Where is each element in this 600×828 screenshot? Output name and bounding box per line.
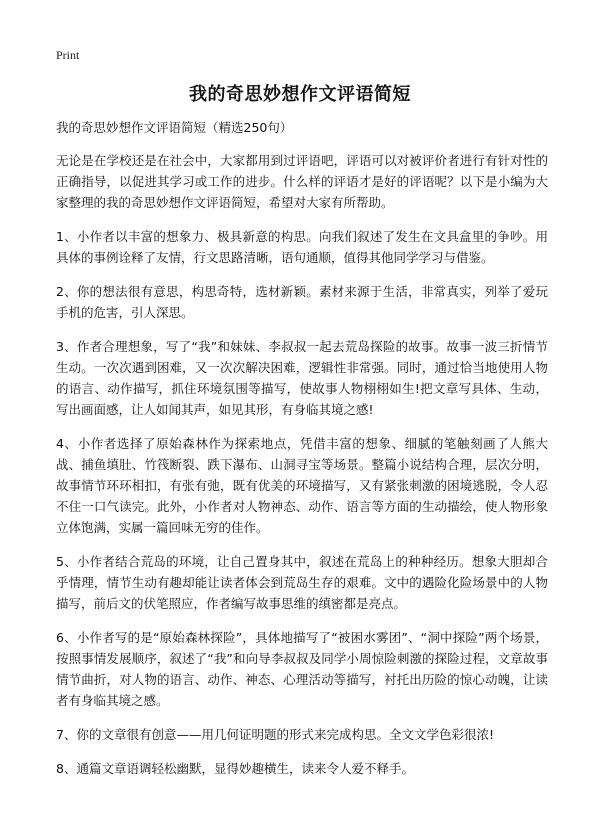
paragraph-comment-1: 1、小作者以丰富的想象力、极具新意的构思。向我们叙述了发生在文具盒里的争吵。用具体的事例诠释了友情，行文思路清晰，语句通顺，值得其他同学学习与借鉴。 [56, 229, 548, 265]
paragraph-intro: 无论是在学校还是在社会中，大家都用到过评语吧，评语可以对被评价者进行有针对性的正确指导，以促进其学习或工作的进步。什么样的评语才是好的评语呢？以下是小编为大家整理的我的奇思妙想作文评语简短，希望对大家有所帮助。 [56, 153, 548, 210]
paragraph-comment-8: 8、通篇文章语调轻松幽默，显得妙趣横生，读来令人爱不释手。 [56, 761, 414, 776]
article-subtitle: 我的奇思妙想作文评语简短（精选250句） [56, 120, 293, 135]
paragraph-comment-7: 7、你的文章很有创意——用几何证明题的形式来完成构思。全文文学色彩很浓! [56, 727, 494, 742]
print-label[interactable]: Print [56, 48, 80, 62]
paragraph-comment-3: 3、作者合理想象，写了“我”和妹妹、李叔叔一起去荒岛探险的故事。故事一波三折情节生动。一次次遇到困难，又一次次解决困难，逻辑性非常强。同时，通过恰当地使用人物的语言、动作描写，抓住环境氛围等描写，使故事人物栩栩如生!把文章写具体、生动，写出画面感，让人如闻其声，如见其形，有身临其境之感! [56, 339, 548, 417]
paragraph-comment-6: 6、小作者写的是“原始森林探险”，具体地描写了“被困水雾团”、“洞中探险”两个场景，按照事情发展顺序，叙述了“我”和向导李叔叔及同学小周惊险刺激的探险过程，文章故事情节曲折，对人物的语言、动作、神态、心理活动等描写，衬托出历险的惊心动魄，让读者有身临其境之感。 [56, 630, 548, 708]
paragraph-comment-2: 2、你的想法很有意思，构思奇特，选材新颖。素材来源于生活，非常真实，列举了爱玩手机的危害，引人深思。 [56, 284, 548, 320]
paragraph-comment-4: 4、小作者选择了原始森林作为探索地点，凭借丰富的想象、细腻的笔触刻画了人熊大战、捕鱼填肚、竹筏断裂、跌下瀑布、山洞寻宝等场景。整篇小说结构合理，层次分明，故事情节环环相扣，有张有弛，既有优美的环境描写，又有紧张刺激的困境逃脱，令人忍不住一口气读完。此外，小作者对人物神态、动作、语言等方面的生动描绘，使人物形象立体饱满，实属一篇回味无穷的佳作。 [56, 436, 548, 535]
page-title: 我的奇思妙想作文评语简短 [189, 84, 411, 105]
article-body [56, 118, 548, 792]
paragraph-comment-5: 5、小作者结合荒岛的环境，让自己置身其中，叙述在荒岛上的种种经历。想象大胆却合乎情理，情节生动有趣却能让读者体会到荒岛生存的艰难。文中的遇险化险场景中的人物描写，前后文的伏笔照应，作者编写故事思维的缜密都是亮点。 [56, 554, 548, 611]
